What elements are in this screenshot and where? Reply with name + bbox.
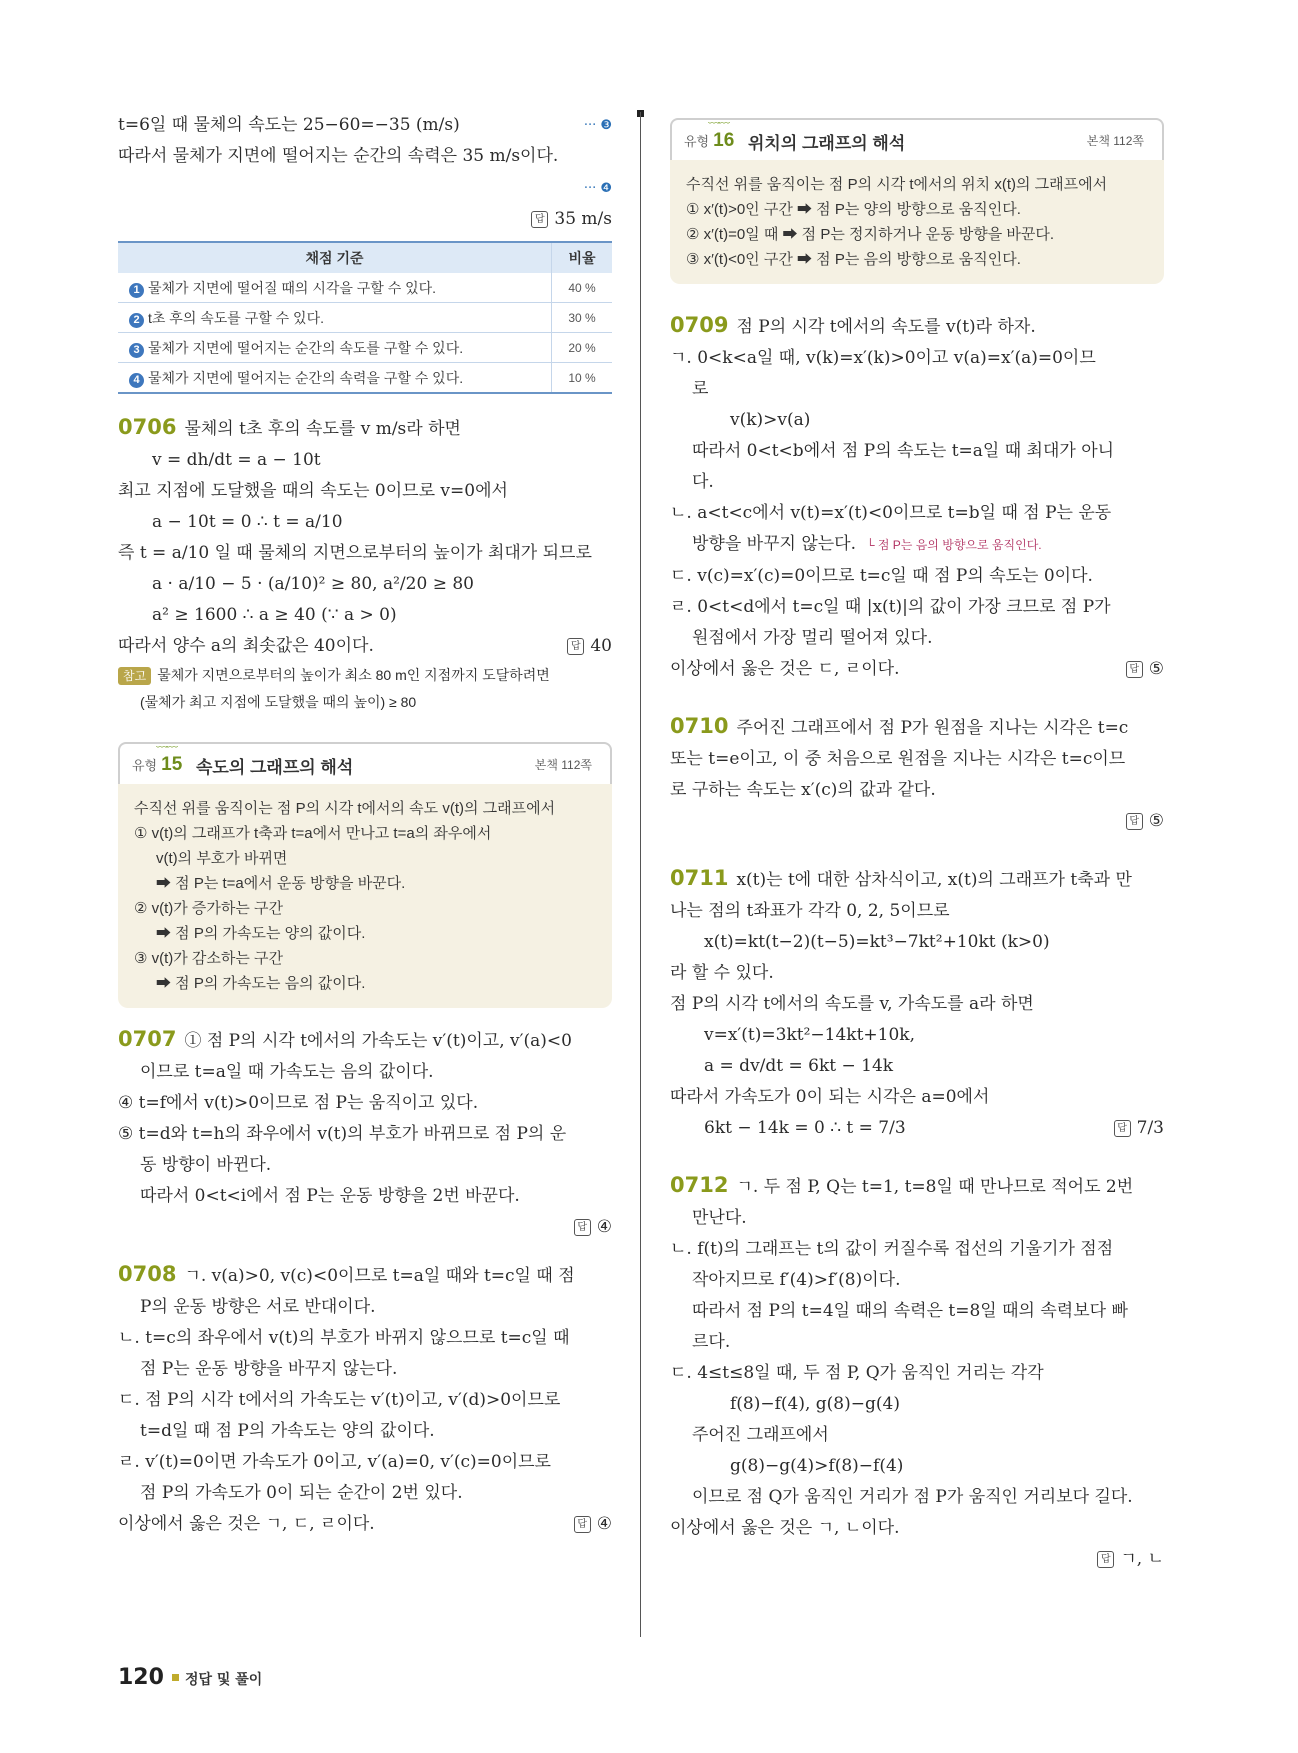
- grading-row: 3 물체가 지면에 떨어지는 순간의 속도를 구할 수 있다. 20 %: [118, 333, 612, 363]
- intro-line-1: t=6일 때 물체의 속도는 25−60=−35 (m/s) ··· ❸: [118, 115, 612, 135]
- text-line: 즉 t = a/10 일 때 물체의 지면으로부터의 높이가 최대가 되므로: [118, 543, 592, 563]
- text-line: ㄴ. a<t<c에서 v(t)=x′(t)<0이므로 t=b일 때 점 P는 운동: [670, 503, 1112, 523]
- text-line: 최고 지점에 도달했을 때의 속도는 0이므로 v=0에서: [118, 481, 508, 501]
- equation: v=x′(t)=3kt²−14kt+10k,: [704, 1025, 915, 1045]
- text-line: ㄴ. f(t)의 그래프는 t의 값이 커질수록 접선의 기울기가 점점: [670, 1239, 1114, 1259]
- number-badge: 2: [129, 313, 144, 328]
- answer-icon: 답: [1126, 661, 1143, 678]
- annotation-note: └ 점 P는 음의 방향으로 움직인다.: [866, 538, 1042, 552]
- text-line: 따라서 양수 a의 최솟값은 40이다. 답 40: [118, 636, 612, 656]
- text-line: 따라서 0<t<b에서 점 P의 속도는 t=a일 때 최대가 아니: [692, 441, 1115, 461]
- type-title: 위치의 그래프의 해석: [748, 134, 906, 153]
- text-line: ㄹ. 0<t<d에서 t=c일 때 |x(t)|의 값이 가장 크므로 점 P가: [670, 597, 1111, 617]
- answer-line: 답 ⑤: [670, 806, 1164, 837]
- equation: a · a/10 − 5 · (a/10)² ≥ 80, a²/20 ≥ 80: [152, 574, 474, 594]
- text-line: ㄹ. v′(t)=0이면 가속도가 0이고, v′(a)=0, v′(c)=0이므로: [118, 1452, 551, 1472]
- problem-number: 0707: [118, 1027, 177, 1051]
- intro-answer: 답 35 m/s: [118, 204, 612, 235]
- equation: a − 10t = 0 ∴ t = a/10: [152, 512, 343, 532]
- answer-icon: 답: [531, 211, 548, 228]
- answer-icon: 답: [567, 638, 584, 655]
- tip-note: 참고 물체가 지면으로부터의 높이가 최소 80 m인 지점까지 도달하려면: [118, 662, 612, 689]
- number-badge: 3: [129, 343, 144, 358]
- grading-row: 1 물체가 지면에 떨어질 때의 시각을 구할 수 있다. 40 %: [118, 273, 612, 303]
- problem-0711: 0711 x(t)는 t에 대한 삼차식이고, x(t)의 그래프가 t축과 만 나는 점의 t좌표가 각각 0, 2, 5이므로 x(t)=kt(t−2)(t−5)=kt³−7kt²+10kt (k>0) 라 할 수 있다. 점 P의 시각 t에서의 속도를 v, 가속도를 a라 하면 v=x′(t)=3kt²−14kt+10k, a = dv/dt = 6kt − 14k 따라서 가속도가 0이 되는 시각은 a=0에서 6kt − 14k = 0 ∴ t = 7/3 답 7/3: [670, 863, 1164, 1144]
- intro-line-3: ··· ❹: [583, 181, 612, 196]
- answer-icon: 답: [1097, 1551, 1114, 1568]
- problem-0709: 0709 점 P의 시각 t에서의 속도를 v(t)라 하자. ㄱ. 0<k<a일 때, v(k)=x′(k)>0이고 v(a)=x′(a)=0이므 로 v(k)>v(a) 따라서 0<t<b에서 점 P의 속도는 t=a일 때 최대가 아니 다. ㄴ. a<t<c에서 v(t)=x′(t)<0이므로 t=b일 때 점 P는 운동 방향을 바꾸지 않는다. └ 점 P는 음의 방향으로 움직인다. ㄷ. v(c)=x′(c)=0이므로 t=c일 때 점 P의 속도는 0이다. ㄹ. 0<t<d에서 t=c일 때 |x(t)|의 값이 가장 크므로 점 P가 원점에서 가장 멀리 떨어져 있다. 이상에서 옳은 것은 ㄷ, ㄹ이다. 답 ⑤: [670, 310, 1164, 685]
- problem-0706: 0706 물체의 t초 후의 속도를 v m/s라 하면 v = dh/dt = a − 10t 최고 지점에 도달했을 때의 속도는 0이므로 v=0에서 a − 10t = 0 ∴ t = a/10 즉 t = a/10 일 때 물체의 지면으로부터의 높이가 최대가 되므로 a · a/10 − 5 · (a/10)² ≥ 80, a²/20 ≥ 80 a² ≥ 1600 ∴ a ≥ 40 (∵ a > 0) 따라서 양수 a의 최솟값은 40이다. 답 40 참고 물체가 지면으로부터의 높이가 최소 80 m인 지점까지 도달하려면 (물체가 최고 지점에 도달했을 때의 높이) ≥ 80: [118, 412, 612, 716]
- text-line: 또는 t=e이고, 이 중 처음으로 원점을 지나는 시각은 t=c이므: [670, 749, 1126, 769]
- problem-0707: 0707 ① 점 P의 시각 t에서의 가속도는 v′(t)이고, v′(a)<0 이므로 t=a일 때 가속도는 음의 값이다. ④ t=f에서 v(t)>0이므로 점 P는 움직이고 있다. ⑤ t=d와 t=h의 좌우에서 v(t)의 부호가 바뀌므로 점 P의 운 동 방향이 바뀐다. 따라서 0<t<i에서 점 P는 운동 방향을 2번 바꾼다. 답 ④: [118, 1024, 612, 1243]
- type-title: 속도의 그래프의 해석: [196, 758, 354, 777]
- text-line: 방향을 바꾸지 않는다. └ 점 P는 음의 방향으로 움직인다.: [692, 534, 1042, 554]
- tip-badge: 참고: [118, 667, 151, 685]
- type-15-body: 수직선 위를 움직이는 점 P의 시각 t에서의 속도 v(t)의 그래프에서 ① v(t)의 그래프가 t축과 t=a에서 만나고 t=a의 좌우에서 v(t)의 부호가 바뀌면 ➡ 점 P는 t=a에서 운동 방향을 바꾼다. ② v(t)가 증가하는 구간 ➡ 점 P의 가속도는 양의 값이다. ③ v(t)가 감소하는 구간 ➡ 점 P의 가속도는 음의 값이다.: [118, 784, 612, 1008]
- text-line: 주어진 그래프에서: [692, 1425, 829, 1445]
- zigzag-icon: ﹏﹏: [708, 111, 729, 125]
- answer-icon: 답: [1126, 813, 1143, 830]
- tip-note-line: (물체가 최고 지점에 도달했을 때의 높이) ≥ 80: [140, 694, 417, 710]
- problem-number: 0706: [118, 415, 177, 439]
- text-line: 로 구하는 속도는 x′(c)의 값과 같다.: [670, 780, 936, 800]
- text-line: ㄴ. t=c의 좌우에서 v(t)의 부호가 바뀌지 않으므로 t=c일 때: [118, 1328, 570, 1348]
- text-line: ㄱ. 0<k<a일 때, v(k)=x′(k)>0이고 v(a)=x′(a)=0이므: [670, 348, 1096, 368]
- square-bullet-icon: [172, 1674, 179, 1681]
- text-line: 르다.: [692, 1332, 731, 1352]
- text-line: P의 운동 방향은 서로 반대이다.: [140, 1297, 376, 1317]
- text-line: ④ t=f에서 v(t)>0이므로 점 P는 움직이고 있다.: [118, 1093, 479, 1113]
- text-line: 이상에서 옳은 것은 ㄷ, ㄹ이다. 답 ⑤: [670, 659, 1164, 679]
- problem-number: 0712: [670, 1173, 729, 1197]
- page-number: 120: [118, 1665, 164, 1690]
- answer-line: 답 ㄱ, ㄴ: [670, 1544, 1164, 1575]
- equation: f(8)−f(4), g(8)−g(4): [730, 1394, 900, 1414]
- text-line: ⑤ t=d와 t=h의 좌우에서 v(t)의 부호가 바뀌므로 점 P의 운: [118, 1124, 567, 1144]
- text-line: ㄷ. 점 P의 시각 t에서의 가속도는 v′(t)이고, v′(d)>0이므로: [118, 1390, 561, 1410]
- equation: 6kt − 14k = 0 ∴ t = 7/3 답 7/3: [704, 1118, 1164, 1138]
- grading-header-label: 채점 기준: [118, 242, 552, 273]
- answer-icon: 답: [574, 1219, 591, 1236]
- text-line: 따라서 가속도가 0이 되는 시각은 a=0에서: [670, 1087, 990, 1107]
- text-line: 로: [692, 379, 709, 399]
- page-footer: [118, 1665, 262, 1690]
- text-line: 작아지므로 f′(4)>f′(8)이다.: [692, 1270, 901, 1290]
- right-column: [670, 111, 1164, 1575]
- page-reference: 본책 112쪽: [1086, 134, 1144, 148]
- type-15-header: ﹏﹏ 유형 15 속도의 그래프의 해석 본책 112쪽: [118, 742, 612, 784]
- text-line: 나는 점의 t좌표가 각각 0, 2, 5이므로: [670, 901, 950, 921]
- problem-number: 0709: [670, 313, 729, 337]
- zigzag-icon: ﹏﹏: [156, 735, 177, 749]
- text-line: 이상에서 옳은 것은 ㄱ, ㄷ, ㄹ이다. 답 ④: [118, 1514, 612, 1534]
- grading-header: [118, 242, 612, 273]
- equation: v(k)>v(a): [730, 410, 811, 430]
- text-line: 점 P의 시각 t에서의 속도를 v, 가속도를 a라 하면: [670, 994, 1034, 1014]
- grading-row: 2 t초 후의 속도를 구할 수 있다. 30 %: [118, 303, 612, 333]
- text-line: 만난다.: [692, 1208, 747, 1228]
- text-line: 이상에서 옳은 것은 ㄱ, ㄴ이다.: [670, 1518, 900, 1538]
- problem-number: 0710: [670, 714, 729, 738]
- text-line: ㄷ. v(c)=x′(c)=0이므로 t=c일 때 점 P의 속도는 0이다.: [670, 566, 1093, 586]
- text-line: 점 P의 가속도가 0이 되는 순간이 2번 있다.: [140, 1483, 463, 1503]
- equation: x(t)=kt(t−2)(t−5)=kt³−7kt²+10kt (k>0): [704, 932, 1050, 952]
- answer-icon: 답: [1114, 1120, 1131, 1137]
- text-line: 원점에서 가장 멀리 떨어져 있다.: [692, 628, 933, 648]
- intro-line-2: 따라서 물체가 지면에 떨어지는 순간의 속력은 35 m/s이다.: [118, 146, 559, 166]
- problem-0712: 0712 ㄱ. 두 점 P, Q는 t=1, t=8일 때 만나므로 적어도 2번 만난다. ㄴ. f(t)의 그래프는 t의 값이 커질수록 접선의 기울기가 점점 작아지므로 f′(4)>f′(8)이다. 따라서 점 P의 t=4일 때의 속력은 t=8일 때의 속력보다 빠 르다. ㄷ. 4≤t≤8일 때, 두 점 P, Q가 움직인 거리는 각각 f(8)−f(4), g(8)−g(4) 주어진 그래프에서 g(8)−g(4)>f(8)−f(4) 이므로 점 Q가 움직인 거리가 점 P가 움직인 거리보다 길다. 이상에서 옳은 것은 ㄱ, ㄴ이다. 답 ㄱ, ㄴ: [670, 1170, 1164, 1575]
- column-divider: [640, 112, 641, 1637]
- equation: v = dh/dt = a − 10t: [152, 450, 321, 470]
- page-reference: 본책 112쪽: [534, 758, 592, 772]
- left-column: [118, 110, 612, 1540]
- number-badge: 4: [129, 373, 144, 388]
- footer-title: 정답 및 풀이: [184, 1672, 263, 1688]
- grading-header-ratio: 비율: [552, 242, 613, 273]
- problem-number: 0708: [118, 1262, 177, 1286]
- problem-0708: 0708 ㄱ. v(a)>0, v(c)<0이므로 t=a일 때와 t=c일 때 점 P의 운동 방향은 서로 반대이다. ㄴ. t=c의 좌우에서 v(t)의 부호가 바뀌지 않으므로 t=c일 때 점 P는 운동 방향을 바꾸지 않는다. ㄷ. 점 P의 시각 t에서의 가속도는 v′(t)이고, v′(d)>0이므로 t=d일 때 점 P의 가속도는 양의 값이다. ㄹ. v′(t)=0이면 가속도가 0이고, v′(a)=0, v′(c)=0이므로 점 P의 가속도가 0이 되는 순간이 2번 있다. 이상에서 옳은 것은 ㄱ, ㄷ, ㄹ이다. 답 ④: [118, 1259, 612, 1540]
- problem-0710: 0710 주어진 그래프에서 점 P가 원점을 지나는 시각은 t=c 또는 t=e이고, 이 중 처음으로 원점을 지나는 시각은 t=c이므 로 구하는 속도는 x′(c)의 값과 같다. 답 ⑤: [670, 711, 1164, 837]
- equation: a² ≥ 1600 ∴ a ≥ 40 (∵ a > 0): [152, 605, 397, 625]
- text-line: 따라서 0<t<i에서 점 P는 운동 방향을 2번 바꾼다.: [140, 1186, 520, 1206]
- type-16-box: [670, 111, 1164, 284]
- text-line: 점 P는 운동 방향을 바꾸지 않는다.: [140, 1359, 398, 1379]
- problem-number: 0711: [670, 866, 729, 890]
- text-line: 동 방향이 바뀐다.: [140, 1155, 272, 1175]
- type-16-header: ﹏﹏ 유형 16 위치의 그래프의 해석 본책 112쪽: [670, 118, 1164, 160]
- text-line: 이므로 t=a일 때 가속도는 음의 값이다.: [140, 1062, 434, 1082]
- text-line: 라 할 수 있다.: [670, 963, 774, 983]
- grading-table: [118, 241, 612, 394]
- type-15-box: [118, 735, 612, 1008]
- number-badge: 1: [129, 283, 144, 298]
- text-line: 다.: [692, 472, 714, 492]
- grading-row: 4 물체가 지면에 떨어지는 순간의 속력을 구할 수 있다. 10 %: [118, 363, 612, 394]
- text-line: t=d일 때 점 P의 가속도는 양의 값이다.: [140, 1421, 435, 1441]
- type-16-body: 수직선 위를 움직이는 점 P의 시각 t에서의 위치 x(t)의 그래프에서 ① x′(t)>0인 구간 ➡ 점 P는 양의 방향으로 움직인다. ② x′(t)=0일 때 ➡ 점 P는 정지하거나 운동 방향을 바꾼다. ③ x′(t)<0인 구간 ➡ 점 P는 음의 방향으로 움직인다.: [670, 160, 1164, 284]
- answer-line: 답 ④: [118, 1212, 612, 1243]
- text-line: 이므로 점 Q가 움직인 거리가 점 P가 움직인 거리보다 길다.: [692, 1487, 1133, 1507]
- equation: a = dv/dt = 6kt − 14k: [704, 1056, 894, 1076]
- text-line: ㄷ. 4≤t≤8일 때, 두 점 P, Q가 움직인 거리는 각각: [670, 1363, 1044, 1383]
- equation: g(8)−g(4)>f(8)−f(4): [730, 1456, 904, 1476]
- text-line: 따라서 점 P의 t=4일 때의 속력은 t=8일 때의 속력보다 빠: [692, 1301, 1128, 1321]
- answer-icon: 답: [574, 1516, 591, 1533]
